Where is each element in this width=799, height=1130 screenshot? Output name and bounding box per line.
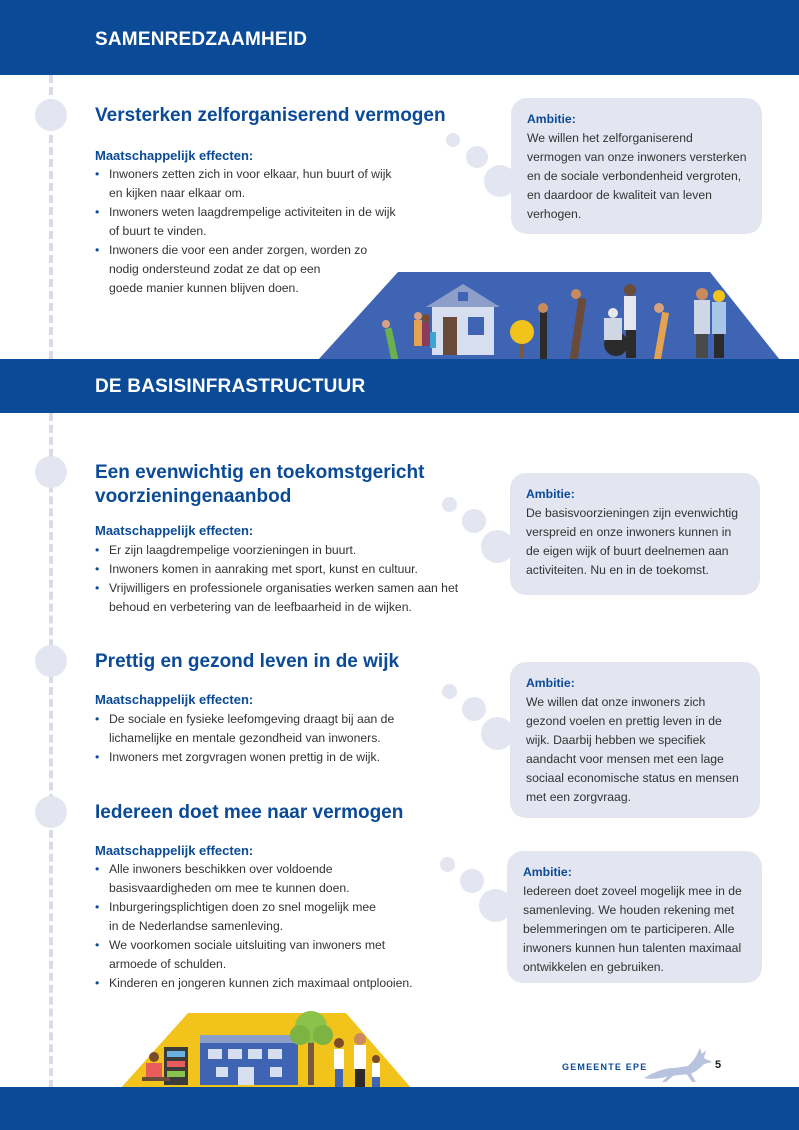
effects-label: Maatschappelijk effecten: [95,523,254,538]
list-item: • Inwoners met zorgvragen wonen prettig in de wijk. [95,748,435,767]
ambition-line: verspreid en onze inwoners kunnen in [526,525,732,539]
ambition-line: sociaal economische status en mensen [526,771,739,785]
section-header-basisinfrastructuur [0,359,799,413]
list-item-continuation: in de Nederlandse samenleving. [109,919,284,933]
list-item-continuation: nodig ondersteund zodat ze dat op een [109,262,321,276]
timeline-dashes-bottom [49,413,53,1088]
list-item-continuation: of buurt te vinden. [109,224,207,238]
list-item: • Alle inwoners beschikken over voldoende [95,860,435,879]
ambition-line: en daardoor de kwaliteit van leven [527,188,712,202]
page-number: 5 [715,1059,722,1071]
list-item: • Er zijn laagdrempelige voorzieningen in buurt. [95,541,485,560]
ambition-line: Iedereen doet zoveel mogelijk mee in de [523,884,742,898]
section-title: SAMENREDZAAMHEID [95,29,308,50]
list-item-continuation: behoud en verbetering van de leefbaarheid in de wijken. [109,600,412,614]
timeline-dot [35,99,67,131]
bubble-dot [442,684,457,699]
list-item-continuation: lichamelijke en mentale gezondheid van inwoners. [109,731,381,745]
effects-label: Maatschappelijk effecten: [95,843,254,858]
heading-line: voorzieningenaanbod [95,486,292,507]
list-item: • Inwoners komen in aanraking met sport, kunst en cultuur. [95,560,485,579]
ambition-line: aandacht voor mensen met een lage [526,752,724,766]
list-item: • Vrijwilligers en professionele organisaties werken samen aan het [95,579,485,598]
bubble-dot [440,857,455,872]
list-item: • Inwoners die voor een ander zorgen, worden zo [95,241,425,260]
list-item-continuation: basisvaardigheden om mee te kunnen doen. [109,881,350,895]
community-illustration [120,1005,412,1089]
deer-logo-icon [640,1046,714,1082]
bubble-dot [446,133,460,147]
ambition-label: Ambitie: [527,112,576,126]
ambition-bubble [507,851,762,983]
ambition-line: de eigen wijk of buurt deelnemen aan [526,544,729,558]
ambition-bubble [510,473,760,595]
ambition-bubble [511,98,762,234]
effects-label: Maatschappelijk effecten: [95,692,254,707]
effects-list [95,710,435,767]
neighbourhood-illustration [318,272,780,360]
section-title: DE BASISINFRASTRUCTUUR [95,376,366,397]
heading-line: Een evenwichtig en toekomstgericht [95,462,425,483]
ambition-line: samenleving. We houden rekening met [523,903,735,917]
ambition-bubble [510,662,760,818]
footer-band [0,1087,799,1130]
footer-brand: GEMEENTE EPE [562,1062,648,1072]
timeline-dot [35,645,67,677]
topic-heading: Prettig en gezond leven in de wijk [95,651,400,672]
list-item: • Kinderen en jongeren kunnen zich maximaal ontplooien. [95,974,435,993]
effects-label: Maatschappelijk effecten: [95,148,254,163]
ambition-line: activiteiten. Nu en in de toekomst. [526,563,709,577]
bubble-dot [466,146,488,168]
topic-heading [95,461,424,509]
ambition-line: belemmeringen om te participeren. Alle [523,922,735,936]
list-item: • We voorkomen sociale uitsluiting van inwoners met [95,936,435,955]
bubble-dot [462,697,486,721]
list-item: • Inwoners weten laagdrempelige activiteiten in de wijk [95,203,425,222]
list-item-continuation: armoede of schulden. [109,957,227,971]
ambition-line: verhogen. [527,207,582,221]
bubble-dot [462,509,486,533]
timeline-dot [35,456,67,488]
list-item: • Inwoners zetten zich in voor elkaar, hun buurt of wijk [95,165,425,184]
ambition-line: vermogen van onze inwoners versterken [527,150,747,164]
section-header-samenredzaamheid [0,0,799,75]
ambition-line: en de sociale verbondenheid vergroten, [527,169,742,183]
ambition-line: De basisvoorzieningen zijn evenwichtig [526,506,739,520]
ambition-label: Ambitie: [523,865,572,879]
ambition-line: ontwikkelen en gebruiken. [523,960,664,974]
effects-list [95,541,485,617]
timeline-dot [35,796,67,828]
list-item-continuation: en kijken naar elkaar om. [109,186,246,200]
list-item: • Inburgeringsplichtigen doen zo snel mogelijk mee [95,898,435,917]
ambition-label: Ambitie: [526,487,575,501]
ambition-line: inwoners kunnen hun talenten maximaal [523,941,742,955]
ambition-label: Ambitie: [526,676,575,690]
ambition-line: We willen dat onze inwoners zich [526,695,706,709]
ambition-line: gezond voelen en prettig leven in de [526,714,722,728]
effects-list [95,860,435,993]
ambition-line: met een zorgvraag. [526,790,632,804]
ambition-line: We willen het zelforganiserend [527,131,693,145]
topic-heading: Versterken zelforganiserend vermogen [95,105,446,126]
ambition-line: wijk. Daarbij hebben we specifiek [526,733,706,747]
list-item: • De sociale en fysieke leefomgeving draagt bij aan de [95,710,435,729]
topic-heading: Iedereen doet mee naar vermogen [95,802,404,823]
bubble-dot [460,869,484,893]
list-item-continuation: goede manier kunnen blijven doen. [109,281,299,295]
bubble-dot [442,497,457,512]
